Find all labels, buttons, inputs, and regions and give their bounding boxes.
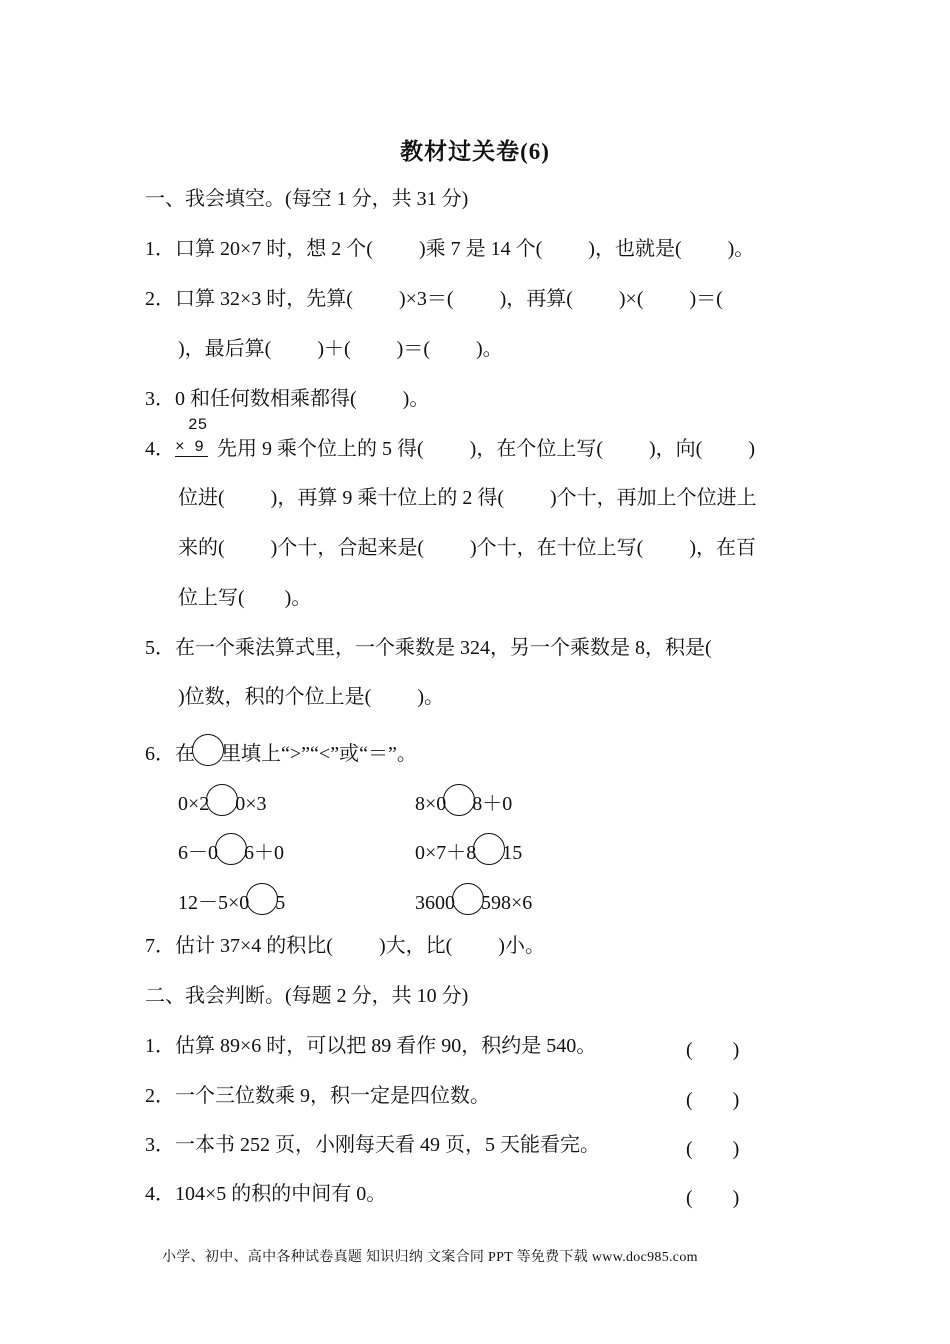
multiplier: × 9 xyxy=(175,438,208,457)
text: 位上写( xyxy=(178,587,245,609)
section-2-heading: 二、我会判断。(每题 2 分，共 10 分) xyxy=(145,985,469,1007)
text: 在 xyxy=(175,743,195,765)
text: )，最后算( xyxy=(178,338,272,360)
text: 3600 xyxy=(415,892,455,914)
section-1-heading: 一、我会填空。(每空 1 分，共 31 分) xyxy=(145,188,469,210)
text: )。 xyxy=(417,686,444,708)
judge-bracket[interactable]: ( ) xyxy=(686,1138,740,1160)
text: 8×0 xyxy=(415,793,447,815)
text: )，再算 9 乘十位上的 2 得( xyxy=(270,487,504,509)
text: 5 xyxy=(275,892,286,914)
question-number: 4． xyxy=(145,438,175,460)
text: 位进( xyxy=(178,487,225,509)
text: )个十，在十位上写( xyxy=(470,537,644,559)
compare-item xyxy=(178,833,284,866)
text: 0×3 xyxy=(235,793,267,815)
question-number: 7． xyxy=(145,935,175,957)
judge-bracket[interactable]: ( ) xyxy=(686,1039,740,1061)
text: 8＋0 xyxy=(472,793,513,815)
text: )×3＝( xyxy=(398,288,454,310)
text: 在一个乘法算式里，一个乘数是 324，另一个乘数是 8，积是( xyxy=(175,637,712,659)
text: )个十，合起来是( xyxy=(270,537,424,559)
judge-item xyxy=(145,1033,596,1059)
judge-item xyxy=(145,1132,600,1158)
question-1-3 xyxy=(145,386,429,412)
text: 0×2 xyxy=(178,793,210,815)
question-1-7 xyxy=(145,933,545,959)
text: )。 xyxy=(475,338,503,360)
text: 一个三位数乘 9，积一定是四位数。 xyxy=(175,1085,490,1107)
compare-item xyxy=(415,883,532,916)
question-number: 1． xyxy=(145,238,175,260)
compare-circle[interactable] xyxy=(452,883,484,915)
page-title: 教材过关卷(6) xyxy=(400,139,550,164)
text: )大，比( xyxy=(378,935,453,957)
text: 12－5×0 xyxy=(178,892,250,914)
question-number: 1． xyxy=(145,1035,175,1057)
text: 来的( xyxy=(178,537,225,559)
text: )，在个位上写( xyxy=(469,438,603,460)
text: )，在百 xyxy=(689,537,756,559)
text: )，再算( xyxy=(499,288,573,310)
compare-item xyxy=(415,833,522,866)
text: )小。 xyxy=(498,935,545,957)
question-number: 5． xyxy=(145,637,175,659)
text: 先用 9 乘个位上的 5 得( xyxy=(217,438,424,460)
compare-circle[interactable] xyxy=(246,883,278,915)
compare-item xyxy=(178,883,285,916)
page-footer: 小学、初中、高中各种试卷真题 知识归纳 文案合同 PPT 等免费下载 www.doc985.com xyxy=(162,1250,698,1265)
question-1-5 xyxy=(145,635,712,661)
compare-item xyxy=(178,784,267,817)
judge-item xyxy=(145,1181,386,1207)
text: )。 xyxy=(402,388,430,410)
text: 估计 37×4 的积比( xyxy=(175,935,333,957)
text: )乘 7 是 14 个( xyxy=(418,238,543,260)
text: )＝( xyxy=(396,338,430,360)
question-1-2 xyxy=(145,286,723,312)
question-number: 2． xyxy=(145,288,175,310)
text: 6－0 xyxy=(178,842,218,864)
text: )，也就是( xyxy=(588,238,682,260)
judge-item xyxy=(145,1083,490,1109)
text: 里填上“>”“<”或“＝”。 xyxy=(221,743,417,765)
judge-bracket[interactable]: ( ) xyxy=(686,1187,740,1209)
compare-circle[interactable] xyxy=(443,784,475,816)
text: 口算 32×3 时，先算( xyxy=(175,288,353,310)
question-1-5-cont xyxy=(178,684,444,710)
question-number: 3． xyxy=(145,1134,175,1156)
text: )。 xyxy=(284,587,312,609)
text: )＝( xyxy=(689,288,723,310)
question-1-6 xyxy=(145,734,417,767)
text: )×( xyxy=(618,288,644,310)
text: 口算 20×7 时，想 2 个( xyxy=(175,238,373,260)
compare-circle[interactable] xyxy=(473,833,505,865)
text: )。 xyxy=(727,238,755,260)
judge-bracket[interactable]: ( ) xyxy=(686,1089,740,1111)
text: 0×7＋8 xyxy=(415,842,477,864)
text: 6＋0 xyxy=(244,842,284,864)
text: )个十，再加上个位进上 xyxy=(550,487,757,509)
text: 104×5 的积的中间有 0。 xyxy=(175,1183,387,1205)
text: 0 和任何数相乘都得( xyxy=(175,388,357,410)
text: ) xyxy=(748,438,755,460)
text: 598×6 xyxy=(481,892,533,914)
question-number: 6． xyxy=(145,743,175,765)
text: 估算 89×6 时，可以把 89 看作 90，积约是 540。 xyxy=(175,1035,597,1057)
question-number: 2． xyxy=(145,1085,175,1107)
question-1-1 xyxy=(145,236,754,262)
question-number: 3． xyxy=(145,388,175,410)
text: 一本书 252 页，小刚每天看 49 页，5 天能看完。 xyxy=(175,1134,600,1156)
compare-circle[interactable] xyxy=(215,833,247,865)
text: 15 xyxy=(502,842,523,864)
question-1-4-cont-3 xyxy=(178,585,311,611)
multiplicand: 25 xyxy=(188,416,208,434)
compare-circle[interactable] xyxy=(206,784,238,816)
question-1-4-cont-2 xyxy=(178,535,756,561)
question-1-4 xyxy=(145,416,755,462)
question-1-2-cont xyxy=(178,336,503,362)
text: )，向( xyxy=(649,438,703,460)
text: )位数，积的个位上是( xyxy=(178,686,372,708)
question-number: 4． xyxy=(145,1183,175,1205)
circle-icon xyxy=(192,734,224,766)
compare-item xyxy=(415,784,512,817)
text: )＋( xyxy=(317,338,351,360)
question-1-4-cont-1 xyxy=(178,485,757,511)
vertical-multiplication xyxy=(175,416,217,462)
